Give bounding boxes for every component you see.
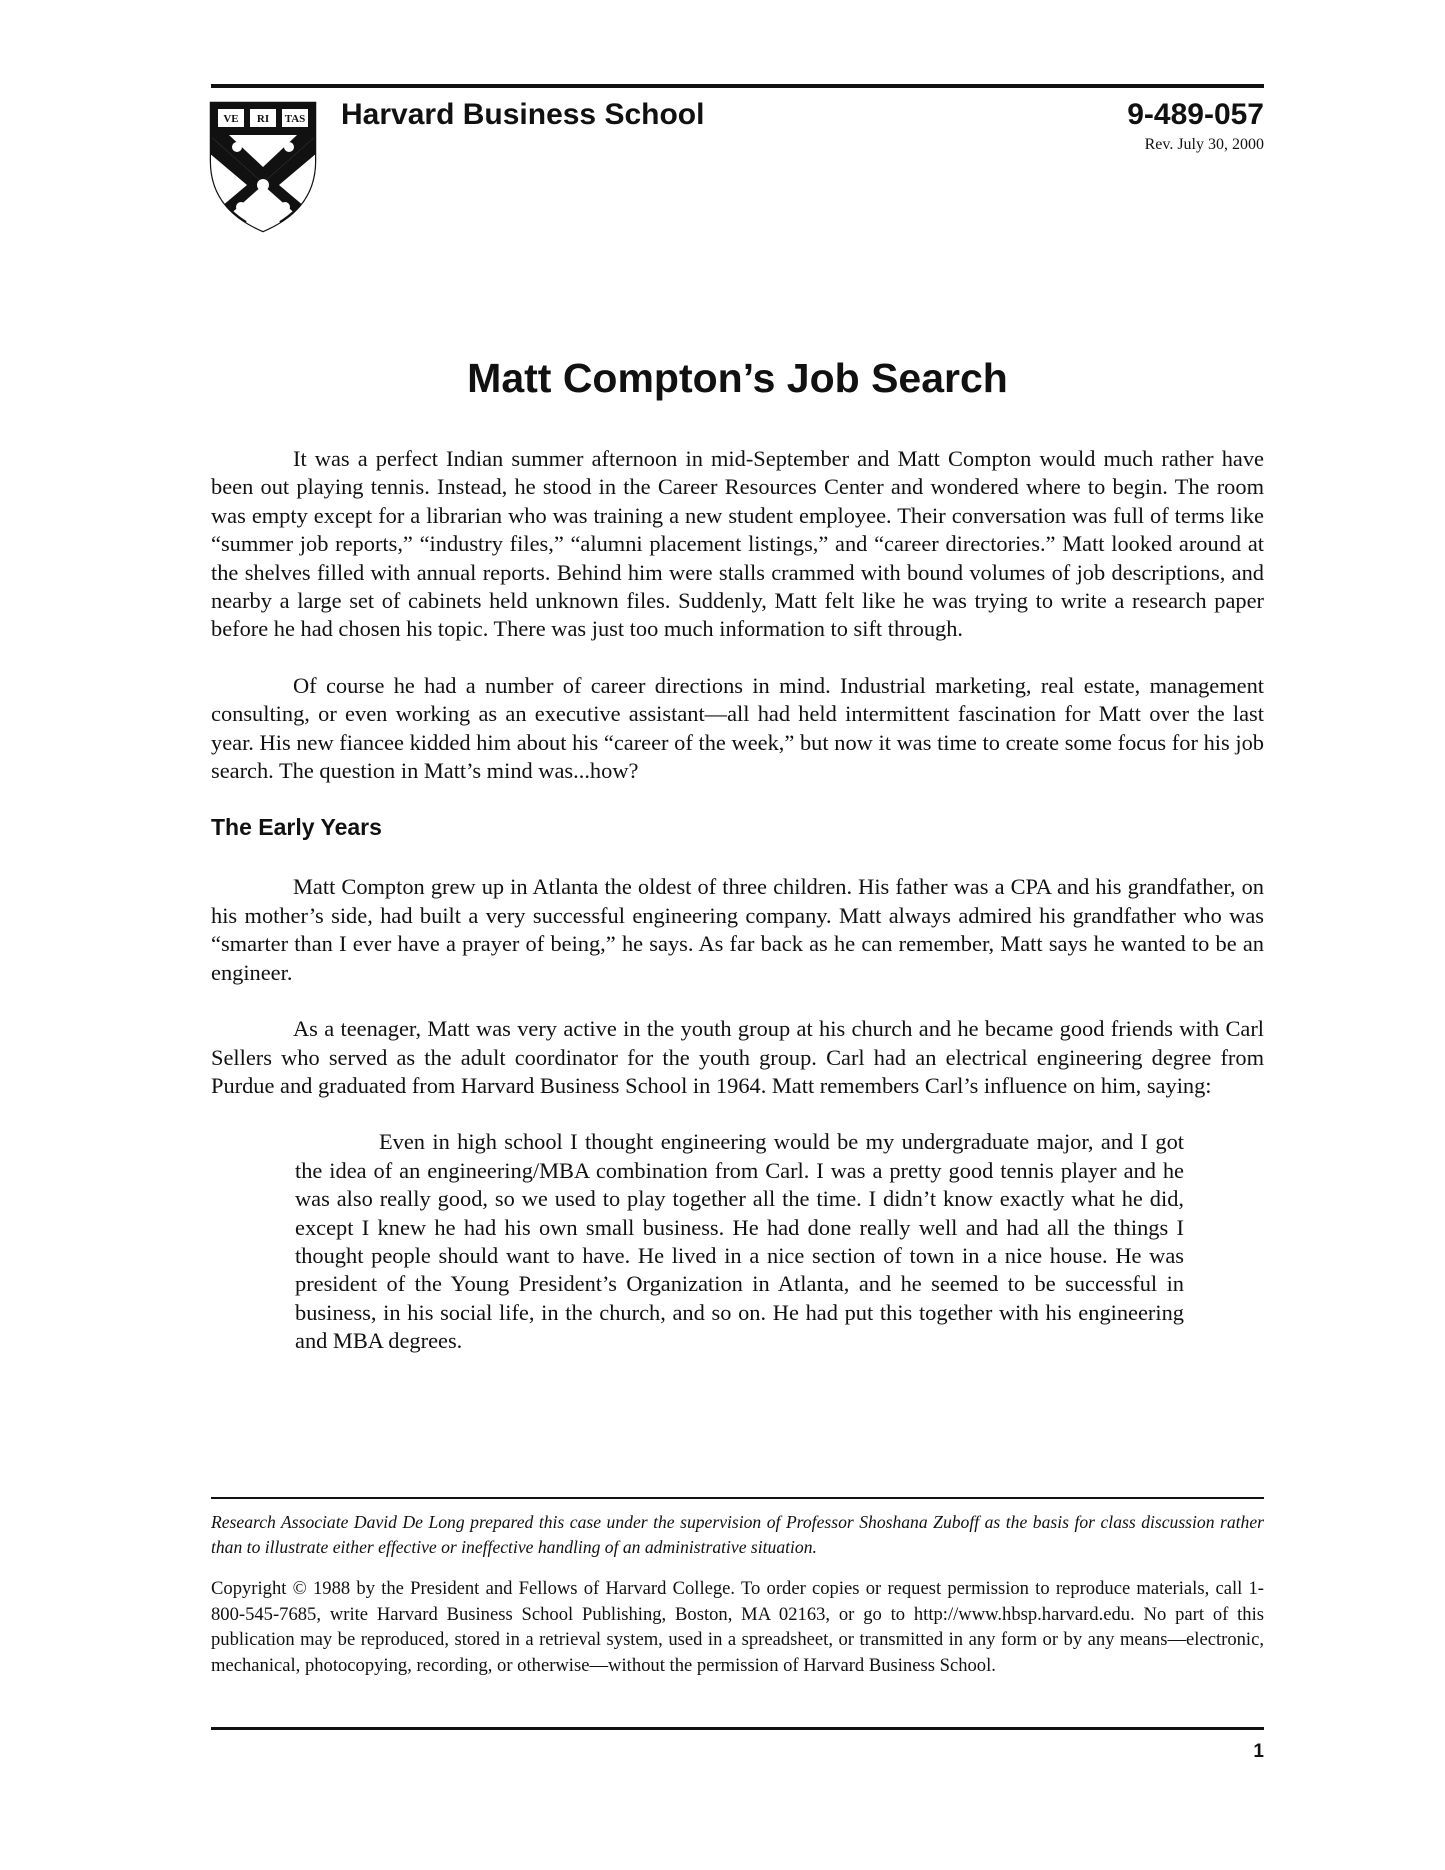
author-note: Research Associate David De Long prepared this case under the supervision of Professor Shoshana Zuboff as the basis for class discussion rather than to illustrate either effective or ineffective handling of an administrative situation. bbox=[211, 1512, 1264, 1557]
section-heading: The Early Years bbox=[211, 814, 382, 841]
logo-motto-ve: VE bbox=[223, 113, 239, 125]
school-name: Harvard Business School bbox=[341, 98, 705, 131]
case-body bbox=[211, 445, 1264, 1356]
page-number: 1 bbox=[1253, 1741, 1264, 1762]
case-title: Matt Compton’s Job Search bbox=[467, 355, 1008, 401]
harvard-business-school-shield-icon bbox=[209, 101, 317, 233]
section-paragraph-2: As a teenager, Matt was very active in the youth group at his church and he became good friends with Carl Sellers who served as the adult coordinator for the youth group. Carl had an electrical engineering degree from Purdue and graduated from Harvard Business School in 1964. Matt remembers Carl’s influence on him, saying: bbox=[211, 1016, 1264, 1098]
logo-motto-tas: TAS bbox=[284, 113, 306, 125]
revision-date: Rev. July 30, 2000 bbox=[1144, 136, 1264, 153]
footnote-rule bbox=[211, 1497, 1264, 1499]
footer-rule bbox=[211, 1727, 1264, 1730]
block-quote: Even in high school I thought engineering would be my undergraduate major, and I got the idea of an engineering/MBA combination from Carl. I was a pretty good tennis player and he was also really good, so we used to play together all the time. I didn’t know exactly what he did, except I knew he had his own small business. He had done really well and had all the things I thought people should want to have. He lived in a nice section of town in a nice house. He was president of the Young President’s Organization in Atlanta, and he seemed to be successful in business, in his social life, in the church, and so on. He had put this together with his engineering and MBA degrees. bbox=[295, 1129, 1184, 1354]
header-rule bbox=[211, 84, 1264, 88]
copyright-notice: Copyright © 1988 by the President and Fellows of Harvard College. To order copies or request permission to reproduce materials, call 1-800-545-7685, write Harvard Business School Publishing, Boston, MA 02163, or go to http://www.hbsp.harvard.edu. No part of this publication may be reproduced, stored in a retrieval system, used in a spreadsheet, or transmitted in any form or by any means—electronic, mechanical, photocopying, recording, or otherwise—without the permission of Harvard Business School. bbox=[211, 1578, 1264, 1676]
document-number: 9-489-057 bbox=[1127, 98, 1264, 131]
section-paragraph-1: Matt Compton grew up in Atlanta the oldest of three children. His father was a CPA and his grandfather, on his mother’s side, had built a very successful engineering company. Matt always admired his grandfather who was “smarter than I ever have a prayer of being,” he says. As far back as he can remember, Matt says he wanted to be an engineer. bbox=[211, 874, 1264, 985]
logo-motto-ri: RI bbox=[256, 113, 270, 125]
intro-paragraph-1: It was a perfect Indian summer afternoon in mid-September and Matt Compton would much rather have been out playing tennis. Instead, he stood in the Career Resources Center and wondered where to begin. The room was empty except for a librarian who was training a new student employee. Their conversation was full of terms like “summer job reports,” “industry files,” “alumni placement listings,” and “career directories.” Matt looked around at the shelves filled with annual reports. Behind him were stalls crammed with bound volumes of job descriptions, and nearby a large set of cabinets held unknown files. Suddenly, Matt felt like he was trying to write a research paper before he had chosen his topic. There was just too much information to sift through. bbox=[211, 446, 1264, 642]
intro-paragraph-2: Of course he had a number of career directions in mind. Industrial marketing, real estate, management consulting, or even working as an executive assistant—all had held intermittent fascination for Matt over the last year. His new fiancee kidded him about his “career of the week,” but now it was time to create some focus for his job search. The question in Matt’s mind was...how? bbox=[211, 672, 1264, 784]
